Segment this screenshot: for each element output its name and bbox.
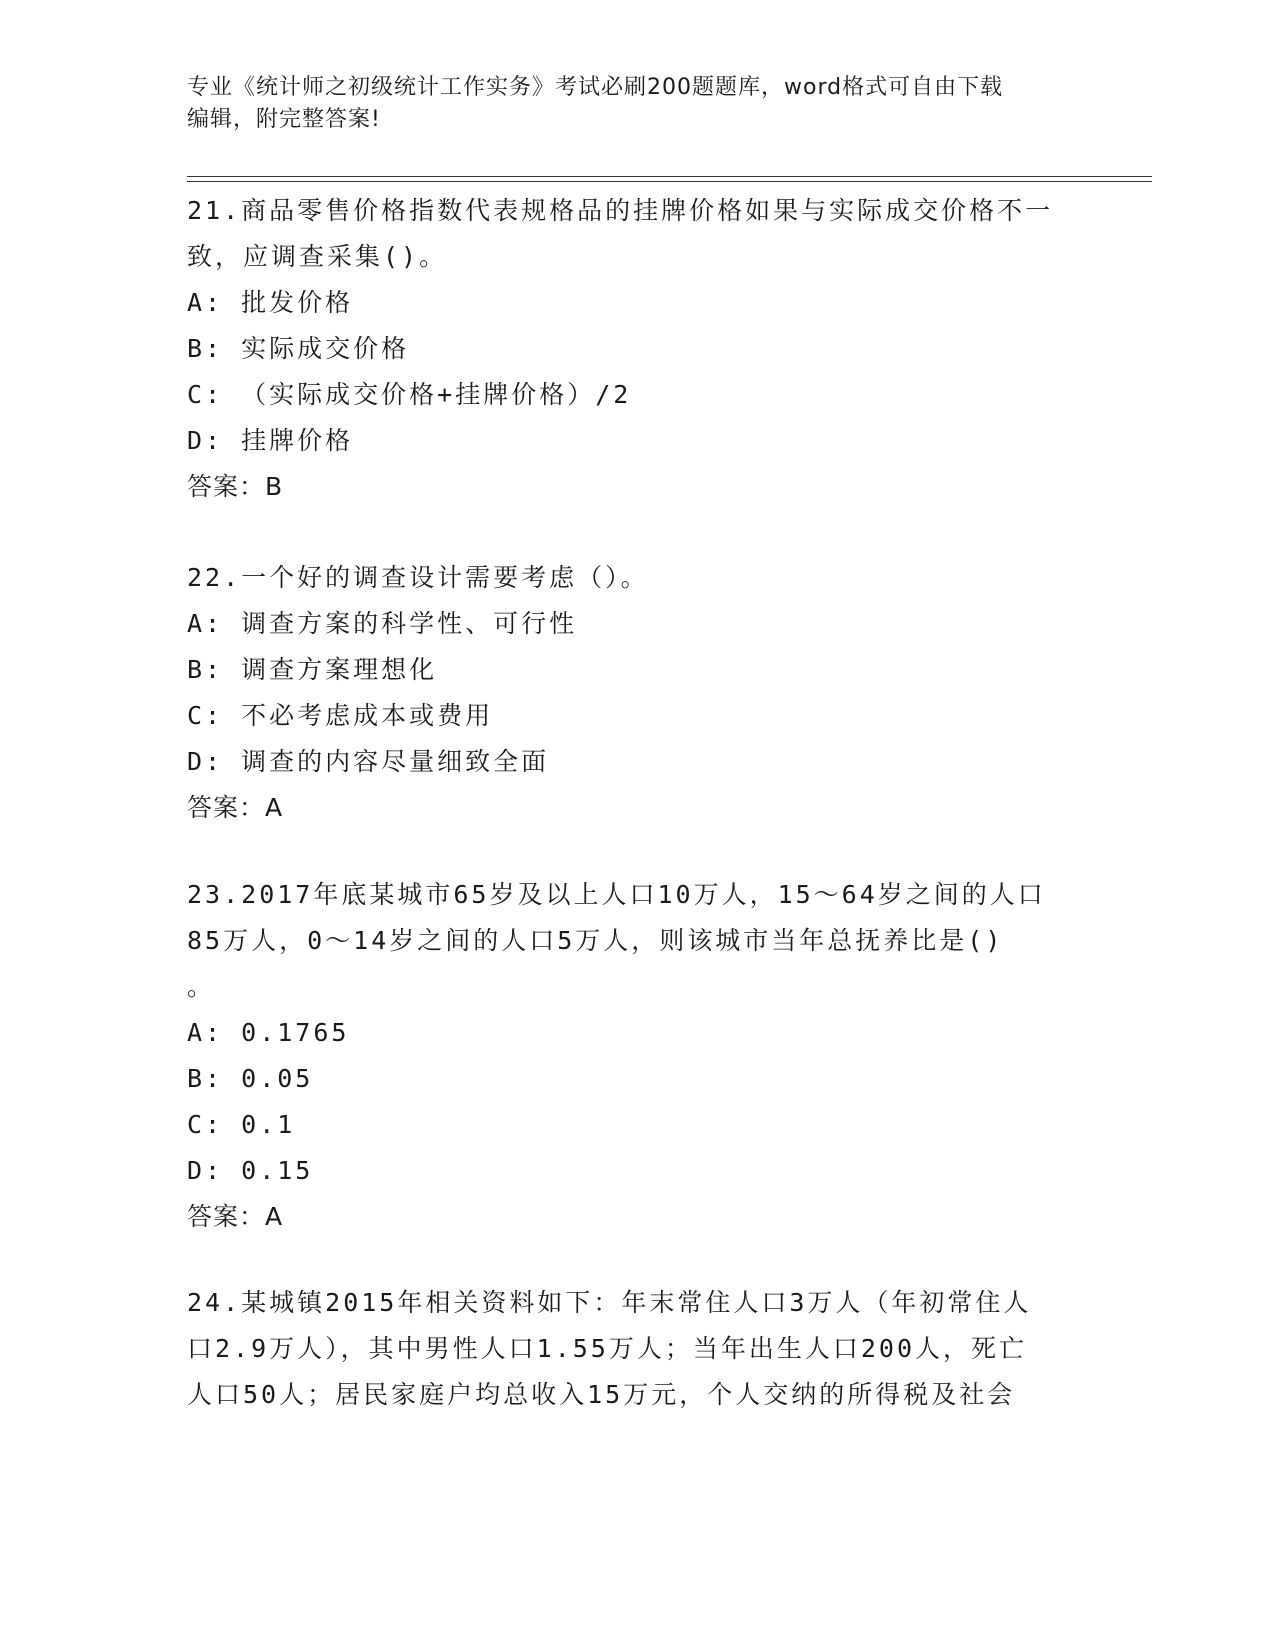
question-24 xyxy=(187,1280,1087,1418)
option-a: A: 0.1765 xyxy=(187,1018,350,1047)
question-stem-line: 23.2017年底某城市65岁及以上人口10万人，15～64岁之间的人口 xyxy=(187,880,1046,909)
question-stem-line: 85万人，0～14岁之间的人口5万人，则该城市当年总抚养比是() xyxy=(187,926,1004,955)
question-stem-line: 致，应调查采集()。 xyxy=(187,242,448,271)
option-c: C: 不必考虑成本或费用 xyxy=(187,701,494,730)
question-22 xyxy=(187,555,1087,831)
answer-line: 答案：A xyxy=(187,793,284,822)
question-stem-line: 21.商品零售价格指数代表规格品的挂牌价格如果与实际成交价格不一 xyxy=(187,196,1054,225)
option-b: B: 0.05 xyxy=(187,1064,314,1093)
option-b: B: 调查方案理想化 xyxy=(187,655,438,684)
header-divider-top xyxy=(187,176,1152,177)
question-stem-line: 。 xyxy=(187,972,216,1001)
header-line-1: 专业《统计师之初级统计工作实务》考试必刷200题题库，word格式可自由下载 xyxy=(187,75,1004,100)
option-d: D: 调查的内容尽量细致全面 xyxy=(187,747,550,776)
option-c: C: （实际成交价格+挂牌价格）/2 xyxy=(187,380,632,409)
answer-line: 答案：A xyxy=(187,1202,284,1231)
question-23 xyxy=(187,872,1087,1240)
question-stem-line: 人口50人；居民家庭户均总收入15万元，个人交纳的所得税及社会 xyxy=(187,1380,1016,1409)
question-stem-line: 24.某城镇2015年相关资料如下：年末常住人口3万人（年初常住人 xyxy=(187,1288,1032,1317)
header-line-2: 编辑，附完整答案! xyxy=(187,107,381,132)
answer-line: 答案：B xyxy=(187,472,284,501)
option-b: B: 实际成交价格 xyxy=(187,334,410,363)
option-c: C: 0.1 xyxy=(187,1110,296,1139)
header-divider-bottom xyxy=(187,181,1152,182)
question-stem-line: 22.一个好的调查设计需要考虑（）。 xyxy=(187,563,649,592)
option-a: A: 调查方案的科学性、可行性 xyxy=(187,609,578,638)
document-header xyxy=(187,72,1067,136)
question-21 xyxy=(187,188,1087,510)
option-a: A: 批发价格 xyxy=(187,288,354,317)
option-d: D: 0.15 xyxy=(187,1156,314,1185)
question-stem-line: 口2.9万人），其中男性人口1.55万人；当年出生人口200人，死亡 xyxy=(187,1334,1028,1363)
option-d: D: 挂牌价格 xyxy=(187,426,354,455)
